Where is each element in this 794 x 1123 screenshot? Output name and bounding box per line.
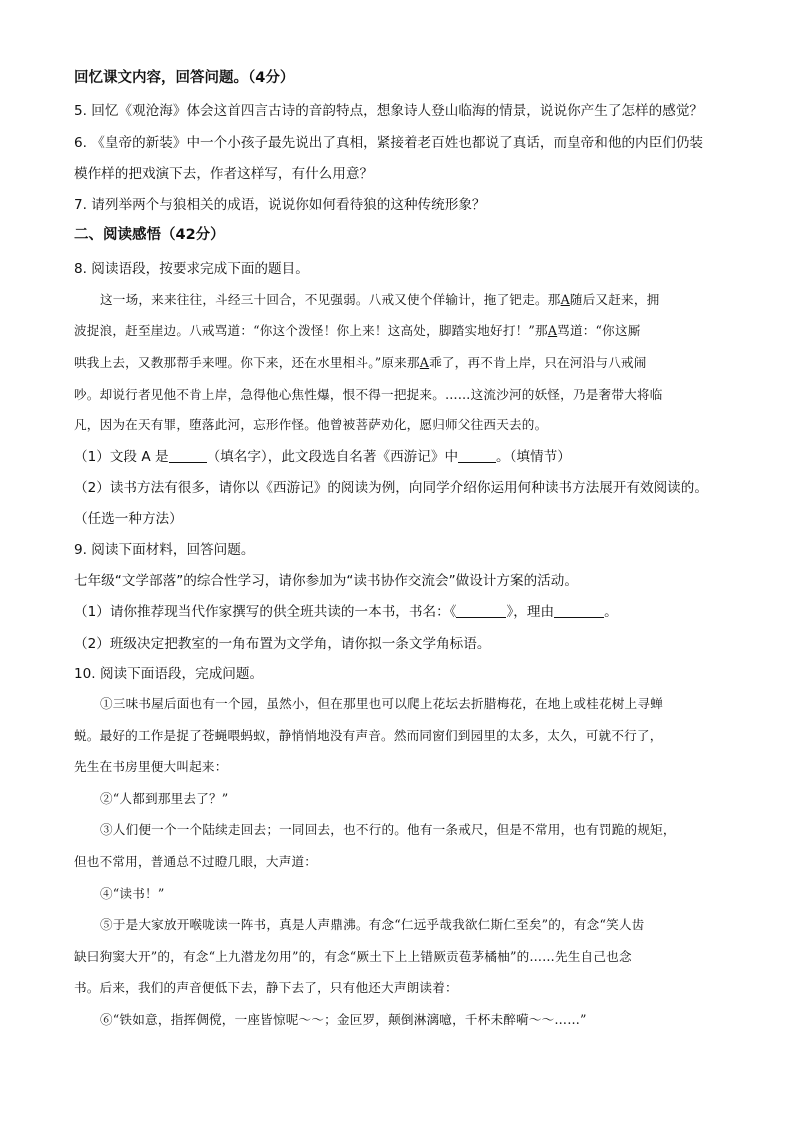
q10-para3-line1: ③人们便一个一个陆续走回去；一同回去，也不行的。他有一条戒尺，但是不常用，也有罚跪的规矩， — [100, 822, 676, 837]
passage-mark-a: A — [560, 292, 570, 307]
q10-para1-line2: 蜕。最好的工作是捉了苍蝇喂蚂蚁，静悄悄地没有声音。然而同窗们到园里的太多，太久，可就不行了， — [74, 728, 663, 743]
answer-blank[interactable] — [456, 605, 506, 618]
q10-para5-line2: 缺曰狗窦大开”的，有念“上九潜龙勿用”的，有念“厥土下上上错厥贡苞茅橘柚”的……先生自己也念 — [74, 949, 632, 964]
answer-blank[interactable] — [169, 450, 207, 463]
q8-passage-line3: 哄我上去，又教那帮手来哩。你下来，还在水里相斗。”原来那A乖了，再不肯上岸，只在河沿与八戒闹 — [74, 355, 647, 370]
question-7: 7. 请列举两个与狼相关的成语，说说你如何看待狼的这种传统形象？ — [74, 197, 486, 213]
q8-passage-line1: 这一场，来来往往，斗经三十回合，不见强弱。八戒又使个佯输计，拖了钯走。那A随后又赶来，拥 — [100, 292, 660, 307]
q10-para6: ⑥“铁如意，指挥倜傥，一座皆惊呢～～；金叵罗，颠倒淋漓噫，千杯未醉嗬～～……” — [100, 1012, 587, 1027]
question-10-intro: 10. 阅读下面语段，完成问题。 — [74, 666, 264, 682]
section1-heading: 回忆课文内容，回答问题。（4分） — [74, 70, 295, 86]
question-9-intro: 9. 阅读下面材料，回答问题。 — [74, 542, 255, 558]
section2-heading: 二、阅读感悟（42分） — [74, 227, 225, 243]
q10-para2: ②“人都到那里去了？” — [100, 791, 229, 806]
question-6-line1: 6. 《皇帝的新装》中一个小孩子最先说出了真相，紧接着老百姓也都说了真话，而皇帝和他的内臣们仍装 — [74, 135, 704, 151]
q10-para4: ④“读书！” — [100, 886, 165, 901]
q8-passage-line4: 吵。却说行者见他不肯上岸，急得他心焦性爆，恨不得一把捉来。……这流沙河的妖怪，乃是奢带大将临 — [74, 387, 663, 402]
q8-passage-line2: 波捉浪，赶至崖边。八戒骂道：“你这个泼怪！你上来！这高处，脚踏实地好打！”那A骂道：“你这厮 — [74, 323, 641, 338]
question-8-intro: 8. 阅读语段，按要求完成下面的题目。 — [74, 261, 309, 277]
answer-blank[interactable] — [458, 450, 496, 463]
q8-sub2-line2: （任选一种方法） — [74, 511, 183, 527]
question-5: 5. 回忆《观沧海》体会这首四言古诗的音韵特点，想象诗人登山临海的情景，说说你产生了怎样的感觉？ — [74, 103, 704, 119]
q10-para5-line3: 书。后来，我们的声音便低下去，静下去了，只有他还大声朗读着： — [74, 980, 458, 995]
q10-para1-line3: 先生在书房里便大叫起来： — [74, 759, 228, 774]
passage-mark-a: A — [419, 355, 430, 370]
q10-para3-line2: 但也不常用，普通总不过瞪几眼，大声道： — [74, 854, 318, 869]
q8-sub1: （1）文段 A 是 （填名字），此文段选自名著《西游记》中 。（填情节） — [74, 449, 571, 465]
q8-passage-line5: 凡，因为在天有罪，堕落此河，忘形作怪。他曾被菩萨劝化，愿归师父往西天去的。 — [74, 417, 548, 432]
q9-sub1: （1）请你推荐现当代作家撰写的供全班共读的一本书，书名：《 》，理由 。 — [74, 604, 618, 620]
question-6-line2: 模作样的把戏演下去，作者这样写，有什么用意？ — [74, 166, 374, 182]
q8-sub2-line1: （2）读书方法有很多，请你以《西游记》的阅读为例，向同学介绍你运用何种读书方法展开有效阅读的。 — [74, 480, 708, 496]
q10-para5-line1: ⑤于是大家放开喉咙读一阵书，真是人声鼎沸。有念“仁远乎哉我欲仁斯仁至矣”的，有念“笑人齿 — [100, 917, 645, 932]
q9-sub2: （2）班级决定把教室的一角布置为文学角，请你拟一条文学角标语。 — [74, 636, 491, 652]
q10-para1-line1: ①三味书屋后面也有一个园，虽然小，但在那里也可以爬上花坛去折腊梅花，在地上或桂花树上寻蝉 — [100, 696, 663, 711]
passage-mark-a: A — [547, 323, 558, 338]
answer-blank[interactable] — [554, 605, 604, 618]
q9-context: 七年级“文学部落”的综合性学习，请你参加为“读书协作交流会”做设计方案的活动。 — [74, 573, 578, 589]
